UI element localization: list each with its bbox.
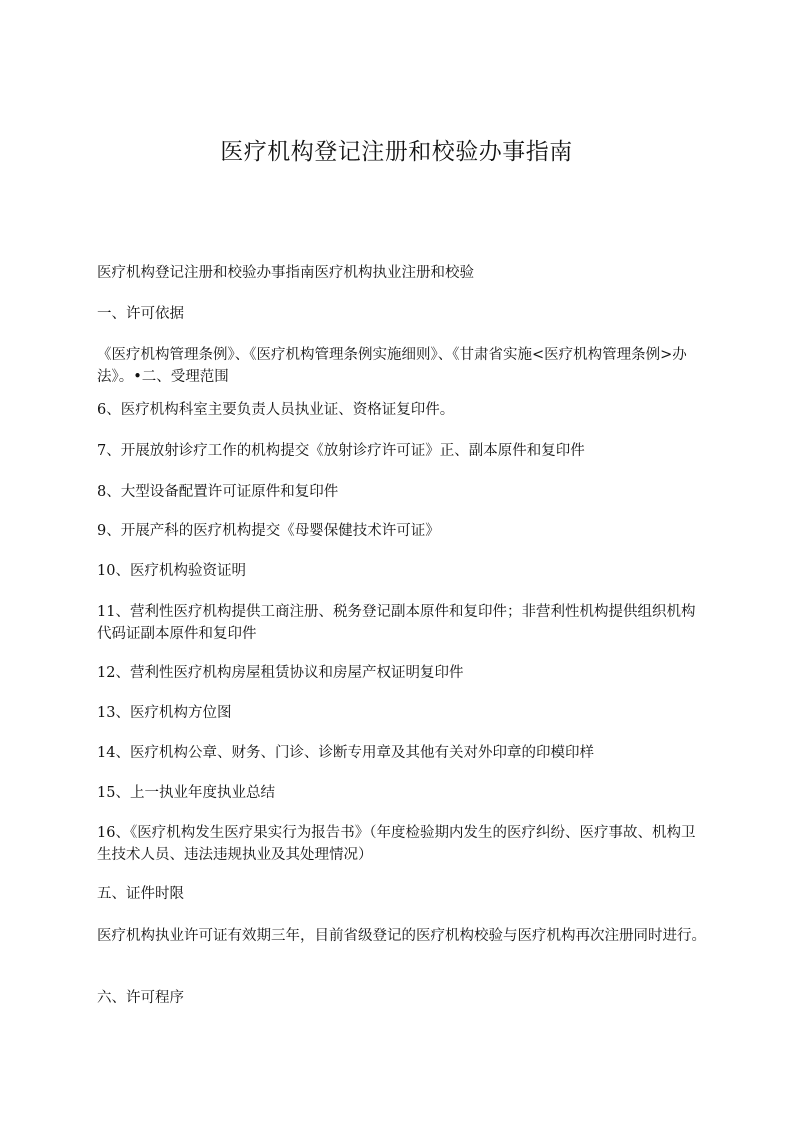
paragraph-legal-basis: 《医疗机构管理条例》、《医疗机构管理条例实施细则》、《甘肃省实施<医疗机构管理条例>办法》。•二、受理范围 [97, 347, 687, 385]
paragraph-intro: 医疗机构登记注册和校验办事指南医疗机构执业注册和校验 [97, 265, 474, 281]
list-item-10: 10、医疗机构验资证明 [97, 563, 246, 579]
list-item-15: 15、上一执业年度执业总结 [97, 785, 275, 801]
paragraph-validity: 医疗机构执业许可证有效期三年，目前省级登记的医疗机构校验与医疗机构再次注册同时进行。 [97, 928, 706, 944]
list-item-16: 16、《医疗机构发生医疗果实行为报告书》（年度检验期内发生的医疗纠纷、医疗事故、机构卫生技术人员、违法违规执业及其处理情况） [97, 825, 696, 863]
list-item-9: 9、开展产科的医疗机构提交《母婴保健技术许可证》 [97, 523, 440, 539]
list-item-11: 11、营利性医疗机构提供工商注册、税务登记副本原件和复印件；非营利性机构提供组织机构代码证副本原件和复印件 [97, 604, 696, 642]
section-heading-procedure: 六、许可程序 [97, 990, 184, 1006]
section-heading-legal-basis: 一、许可依据 [97, 306, 184, 322]
document-title: 医疗机构登记注册和校验办事指南 [220, 139, 573, 165]
list-item-8: 8、大型设备配置许可证原件和复印件 [97, 484, 339, 500]
list-item-13: 13、医疗机构方位图 [97, 705, 232, 721]
list-item-7: 7、开展放射诊疗工作的机构提交《放射诊疗许可证》正、副本原件和复印件 [97, 443, 585, 459]
section-heading-validity: 五、证件时限 [97, 886, 184, 902]
list-item-12: 12、营利性医疗机构房屋租赁协议和房屋产权证明复印件 [97, 665, 464, 681]
list-item-14: 14、医疗机构公章、财务、门诊、诊断专用章及其他有关对外印章的印模印样 [97, 745, 594, 761]
list-item-6: 6、医疗机构科室主要负责人员执业证、资格证复印件。 [97, 402, 455, 418]
